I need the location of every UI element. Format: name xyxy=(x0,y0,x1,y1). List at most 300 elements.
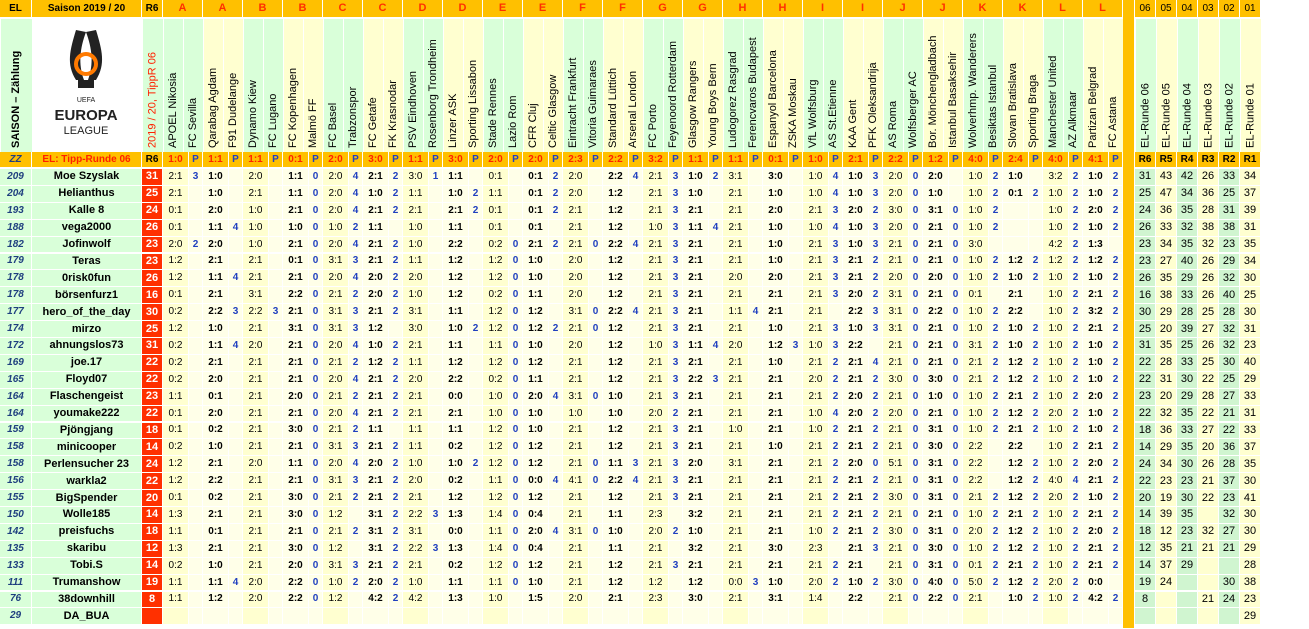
player-name-13: Flaschengeist xyxy=(32,389,142,406)
tip-26-12 xyxy=(643,608,669,625)
pts-7-15 xyxy=(789,287,803,304)
pts-10-1: 4 xyxy=(229,338,243,355)
round-value-18-0: 22 xyxy=(1135,473,1156,490)
tip-7-6: 1:0 xyxy=(403,287,429,304)
pts-4-4: 4 xyxy=(349,237,363,254)
pts-25-8 xyxy=(509,592,523,609)
tip-14-15: 2:1 xyxy=(763,406,789,423)
tip-24-12: 1:2 xyxy=(643,575,669,592)
tip-6-3: 2:1 xyxy=(283,270,309,287)
tip-20-13: 3:2 xyxy=(683,507,709,524)
pts-16-23: 2 xyxy=(1109,439,1123,456)
pts-22-15 xyxy=(789,541,803,558)
round-value-0-2: 42 xyxy=(1177,169,1198,186)
pts-23-8: 0 xyxy=(509,558,523,575)
round-value-22-2: 21 xyxy=(1177,541,1198,558)
tip-2-2: 1:0 xyxy=(243,203,269,220)
tip-12-20: 2:1 xyxy=(963,372,989,389)
tip-9-7: 1:0 xyxy=(443,321,469,338)
pts-12-8: 0 xyxy=(509,372,523,389)
tip-10-2: 2:0 xyxy=(243,338,269,355)
player-name-15: Pjöngjang xyxy=(32,423,142,440)
pts-25-18: 0 xyxy=(909,592,923,609)
tip-16-18: 2:1 xyxy=(883,439,909,456)
tip-10-13: 1:1 xyxy=(683,338,709,355)
tip-5-0: 1:2 xyxy=(163,254,189,271)
tip-22-3: 3:0 xyxy=(283,541,309,558)
tip-25-11: 2:1 xyxy=(603,592,629,609)
pts-26-14 xyxy=(749,608,763,625)
pts-13-15 xyxy=(789,389,803,406)
pts-15-15 xyxy=(789,423,803,440)
round-value-23-3 xyxy=(1198,558,1219,575)
pts-8-9 xyxy=(549,304,563,321)
match-result-4: 2:0 xyxy=(323,152,349,168)
tip-0-0: 2:1 xyxy=(163,169,189,186)
pts-10-21: 2 xyxy=(1029,338,1043,355)
tip-23-15: 2:1 xyxy=(763,558,789,575)
tip-11-0: 0:2 xyxy=(163,355,189,372)
tip-7-5: 2:0 xyxy=(363,287,389,304)
round-value-23-0: 14 xyxy=(1135,558,1156,575)
round-value-5-4: 29 xyxy=(1219,254,1240,271)
pts-13-4: 2 xyxy=(349,389,363,406)
pts-0-22: 2 xyxy=(1069,169,1083,186)
tip-8-21: 2:2 xyxy=(1003,304,1029,321)
tip-14-21: 1:2 xyxy=(1003,406,1029,423)
tip-8-9: 1:2 xyxy=(523,304,549,321)
pts-21-4: 2 xyxy=(349,524,363,541)
pts-8-20: 2 xyxy=(989,304,1003,321)
pts-24-5: 2 xyxy=(389,575,403,592)
tip-24-4: 1:0 xyxy=(323,575,349,592)
pts-2-11 xyxy=(629,203,643,220)
pts-12-17: 2 xyxy=(869,372,883,389)
pts-7-12: 3 xyxy=(669,287,683,304)
tip-9-21: 1:0 xyxy=(1003,321,1029,338)
tip-0-22: 3:2 xyxy=(1043,169,1069,186)
pts-1-23: 2 xyxy=(1109,186,1123,203)
team-home-13: Glasgow Rangers xyxy=(683,18,703,152)
pts-14-6 xyxy=(429,406,443,423)
tip-15-1: 0:2 xyxy=(203,423,229,440)
tip-11-11: 1:2 xyxy=(603,355,629,372)
tip-13-16: 2:1 xyxy=(803,389,829,406)
tip-19-10: 2:1 xyxy=(563,490,589,507)
round-col-04: R4 xyxy=(1177,152,1198,168)
pts-16-9 xyxy=(549,439,563,456)
tip-26-22 xyxy=(1043,608,1069,625)
team-away-11: Arsenal London xyxy=(623,18,643,152)
tip-23-8: 1:2 xyxy=(483,558,509,575)
tip-22-10: 2:1 xyxy=(563,541,589,558)
tip-15-18: 2:1 xyxy=(883,423,909,440)
pts-3-9 xyxy=(549,220,563,237)
tip-22-17: 2:1 xyxy=(843,541,869,558)
tip-20-19: 2:1 xyxy=(923,507,949,524)
pts-12-3: 0 xyxy=(309,372,323,389)
pts-21-8: 0 xyxy=(509,524,523,541)
tip-3-15: 1:0 xyxy=(763,220,789,237)
tip-8-6: 3:1 xyxy=(403,304,429,321)
team-home-22: Manchester United xyxy=(1043,18,1063,152)
tip-1-7: 1:0 xyxy=(443,186,469,203)
player-name-16: minicooper xyxy=(32,439,142,456)
points-header-23: P xyxy=(1109,152,1123,168)
tip-1-4: 2:0 xyxy=(323,186,349,203)
row-zz-24: 111 xyxy=(0,575,32,592)
tip-21-4: 2:1 xyxy=(323,524,349,541)
tip-2-16: 2:1 xyxy=(803,203,829,220)
tip-11-2: 2:1 xyxy=(243,355,269,372)
pts-11-2 xyxy=(269,355,283,372)
pts-5-21: 2 xyxy=(1029,254,1043,271)
tip-21-12: 2:0 xyxy=(643,524,669,541)
pts-9-21: 2 xyxy=(1029,321,1043,338)
tip-24-3: 2:2 xyxy=(283,575,309,592)
pts-1-15 xyxy=(789,186,803,203)
round-value-5-5: 34 xyxy=(1240,254,1261,271)
pts-7-23: 2 xyxy=(1109,287,1123,304)
pts-0-15 xyxy=(789,169,803,186)
pts-12-18: 0 xyxy=(909,372,923,389)
group-F-11: F xyxy=(603,0,643,18)
row-score-8: 30 xyxy=(142,304,163,321)
tip-6-5: 2:0 xyxy=(363,270,389,287)
round-value-16-4: 36 xyxy=(1219,439,1240,456)
pts-14-18: 0 xyxy=(909,406,923,423)
pts-18-0 xyxy=(189,473,203,490)
pts-18-20 xyxy=(989,473,1003,490)
tip-24-11: 1:2 xyxy=(603,575,629,592)
tip-8-22: 1:0 xyxy=(1043,304,1069,321)
pts-17-0 xyxy=(189,456,203,473)
round-value-20-3 xyxy=(1198,507,1219,524)
tip-7-12: 2:1 xyxy=(643,287,669,304)
match-result-5: 3:0 xyxy=(363,152,389,168)
tip-26-6 xyxy=(403,608,429,625)
pts-0-16: 4 xyxy=(829,169,843,186)
pts-17-7: 2 xyxy=(469,456,483,473)
pts-4-17: 3 xyxy=(869,237,883,254)
pts-9-19: 0 xyxy=(949,321,963,338)
pts-14-16: 4 xyxy=(829,406,843,423)
pts-8-14: 4 xyxy=(749,304,763,321)
pts-6-3: 0 xyxy=(309,270,323,287)
tip-1-0: 2:1 xyxy=(163,186,189,203)
pts-12-13: 3 xyxy=(709,372,723,389)
pts-10-12: 3 xyxy=(669,338,683,355)
team-away-13: Young Boys Bern xyxy=(703,18,723,152)
pts-4-19: 0 xyxy=(949,237,963,254)
player-name-12: Floyd07 xyxy=(32,372,142,389)
tip-26-14 xyxy=(723,608,749,625)
tip-23-19: 3:1 xyxy=(923,558,949,575)
pts-19-4: 2 xyxy=(349,490,363,507)
pts-1-19 xyxy=(949,186,963,203)
tip-4-4: 2:0 xyxy=(323,237,349,254)
tip-26-5 xyxy=(363,608,389,625)
pts-2-8 xyxy=(509,203,523,220)
team-away-7: Sporting Lissabon xyxy=(463,18,483,152)
round-value-13-3: 28 xyxy=(1198,389,1219,406)
pts-19-9 xyxy=(549,490,563,507)
tip-4-8: 0:2 xyxy=(483,237,509,254)
pts-9-18: 0 xyxy=(909,321,923,338)
round-value-5-1: 27 xyxy=(1156,254,1177,271)
tip-23-9: 1:2 xyxy=(523,558,549,575)
tip-12-9: 1:1 xyxy=(523,372,549,389)
pts-2-12: 3 xyxy=(669,203,683,220)
round-value-22-5: 29 xyxy=(1240,541,1261,558)
pts-7-18: 0 xyxy=(909,287,923,304)
tip-0-18: 2:0 xyxy=(883,169,909,186)
tip-18-4: 3:1 xyxy=(323,473,349,490)
pts-9-11 xyxy=(629,321,643,338)
tip-16-8: 1:2 xyxy=(483,439,509,456)
tip-0-19: 2:0 xyxy=(923,169,949,186)
pts-25-19: 0 xyxy=(949,592,963,609)
pts-0-5: 2 xyxy=(389,169,403,186)
pts-8-8: 0 xyxy=(509,304,523,321)
pts-3-14 xyxy=(749,220,763,237)
tip-9-17: 1:0 xyxy=(843,321,869,338)
tip-0-15: 3:0 xyxy=(763,169,789,186)
group-C-4: C xyxy=(323,0,363,18)
tip-13-11: 1:0 xyxy=(603,389,629,406)
tip-13-21: 2:1 xyxy=(1003,389,1029,406)
tip-5-17: 2:1 xyxy=(843,254,869,271)
row-score-17: 24 xyxy=(142,456,163,473)
round-value-17-0: 24 xyxy=(1135,456,1156,473)
pts-13-20: 2 xyxy=(989,389,1003,406)
player-name-8: hero_of_the_day xyxy=(32,304,142,321)
tip-26-18 xyxy=(883,608,909,625)
pts-16-5: 2 xyxy=(389,439,403,456)
tip-20-4: 1:2 xyxy=(323,507,349,524)
pts-16-2 xyxy=(269,439,283,456)
pts-1-5: 2 xyxy=(389,186,403,203)
pts-13-3: 0 xyxy=(309,389,323,406)
tip-6-17: 2:1 xyxy=(843,270,869,287)
pts-21-1 xyxy=(229,524,243,541)
tip-13-14: 2:1 xyxy=(723,389,749,406)
tip-14-8: 1:0 xyxy=(483,406,509,423)
tip-7-23: 2:1 xyxy=(1083,287,1109,304)
pts-0-6: 1 xyxy=(429,169,443,186)
pts-20-11 xyxy=(629,507,643,524)
tip-2-12: 2:1 xyxy=(643,203,669,220)
pts-17-15 xyxy=(789,456,803,473)
tip-7-13: 2:1 xyxy=(683,287,709,304)
pts-21-22: 2 xyxy=(1069,524,1083,541)
team-away-10: Vitoria Guimaraes xyxy=(583,18,603,152)
pts-13-1 xyxy=(229,389,243,406)
team-away-23: FC Astana xyxy=(1103,18,1123,152)
round-value-25-4: 24 xyxy=(1219,592,1240,609)
team-home-23: Partizan Belgrad xyxy=(1083,18,1103,152)
round-value-6-5: 30 xyxy=(1240,270,1261,287)
pts-21-7 xyxy=(469,524,483,541)
tip-1-15: 1:0 xyxy=(763,186,789,203)
tip-4-6: 1:0 xyxy=(403,237,429,254)
pts-2-9: 2 xyxy=(549,203,563,220)
pts-11-5: 2 xyxy=(389,355,403,372)
pts-17-6 xyxy=(429,456,443,473)
tip-11-5: 1:2 xyxy=(363,355,389,372)
round-value-3-0: 26 xyxy=(1135,220,1156,237)
tip-18-11: 2:2 xyxy=(603,473,629,490)
round-value-16-5: 37 xyxy=(1240,439,1261,456)
tip-24-21: 1:2 xyxy=(1003,575,1029,592)
pts-18-7 xyxy=(469,473,483,490)
pts-25-5: 2 xyxy=(389,592,403,609)
tip-5-4: 3:1 xyxy=(323,254,349,271)
pts-20-8: 0 xyxy=(509,507,523,524)
tip-21-21: 1:2 xyxy=(1003,524,1029,541)
pts-8-19: 0 xyxy=(949,304,963,321)
round-value-21-0: 18 xyxy=(1135,524,1156,541)
team-away-6: Rosenborg Trondheim xyxy=(423,18,443,152)
tip-8-0: 0:2 xyxy=(163,304,189,321)
pts-13-7 xyxy=(469,389,483,406)
pts-19-18: 0 xyxy=(909,490,923,507)
pts-17-4: 4 xyxy=(349,456,363,473)
tip-8-13: 2:1 xyxy=(683,304,709,321)
team-away-17: PFK Oleksandrija xyxy=(863,18,883,152)
round-value-18-5: 30 xyxy=(1240,473,1261,490)
pts-3-1: 4 xyxy=(229,220,243,237)
tip-2-15: 2:0 xyxy=(763,203,789,220)
pts-7-16: 3 xyxy=(829,287,843,304)
round-value-10-2: 25 xyxy=(1177,338,1198,355)
pts-22-8: 0 xyxy=(509,541,523,558)
pts-18-6 xyxy=(429,473,443,490)
match-result-20: 4:0 xyxy=(963,152,989,168)
tip-26-1 xyxy=(203,608,229,625)
pts-17-20 xyxy=(989,456,1003,473)
pts-23-20: 2 xyxy=(989,558,1003,575)
tip-6-7: 1:2 xyxy=(443,270,469,287)
tip-14-10: 1:0 xyxy=(563,406,589,423)
tip-7-16: 2:1 xyxy=(803,287,829,304)
pts-1-13 xyxy=(709,186,723,203)
tip-2-9: 0:1 xyxy=(523,203,549,220)
tip-1-20: 1:0 xyxy=(963,186,989,203)
pts-10-23: 2 xyxy=(1109,338,1123,355)
tip-1-23: 1:0 xyxy=(1083,186,1109,203)
round-value-5-2: 40 xyxy=(1177,254,1198,271)
pts-17-18: 0 xyxy=(909,456,923,473)
pts-22-7 xyxy=(469,541,483,558)
team-away-2: FC Lugano xyxy=(263,18,283,152)
round-value-26-5: 29 xyxy=(1240,608,1261,625)
round-value-15-3: 27 xyxy=(1198,423,1219,440)
tip-0-7: 1:1 xyxy=(443,169,469,186)
pts-19-2 xyxy=(269,490,283,507)
tip-14-22: 2:0 xyxy=(1043,406,1069,423)
tip-14-2: 2:1 xyxy=(243,406,269,423)
pts-6-1: 4 xyxy=(229,270,243,287)
match-result-6: 1:1 xyxy=(403,152,429,168)
tip-17-7: 1:0 xyxy=(443,456,469,473)
pts-22-2 xyxy=(269,541,283,558)
tip-23-16: 2:1 xyxy=(803,558,829,575)
pts-26-15 xyxy=(789,608,803,625)
pts-20-1 xyxy=(229,507,243,524)
tip-17-15: 2:1 xyxy=(763,456,789,473)
pts-21-19: 0 xyxy=(949,524,963,541)
tip-11-12: 2:1 xyxy=(643,355,669,372)
round-value-21-5: 30 xyxy=(1240,524,1261,541)
tip-10-9: 1:0 xyxy=(523,338,549,355)
round-value-1-4: 25 xyxy=(1219,186,1240,203)
pts-4-9: 2 xyxy=(549,237,563,254)
round-value-15-2: 33 xyxy=(1177,423,1198,440)
pts-1-4: 4 xyxy=(349,186,363,203)
tip-19-14: 2:1 xyxy=(723,490,749,507)
pts-1-7: 2 xyxy=(469,186,483,203)
tip-19-9: 1:2 xyxy=(523,490,549,507)
tip-6-2: 2:1 xyxy=(243,270,269,287)
pts-20-15 xyxy=(789,507,803,524)
pts-8-18: 0 xyxy=(909,304,923,321)
team-away-16: AS St.Etienne xyxy=(823,18,843,152)
pts-9-9: 2 xyxy=(549,321,563,338)
round-value-12-4: 25 xyxy=(1219,372,1240,389)
pts-16-19: 0 xyxy=(949,439,963,456)
tip-8-3: 2:1 xyxy=(283,304,309,321)
saison-count-label: SAISON – Zählung xyxy=(0,18,32,152)
round-value-1-1: 47 xyxy=(1156,186,1177,203)
tip-1-3: 1:1 xyxy=(283,186,309,203)
round-value-1-2: 34 xyxy=(1177,186,1198,203)
row-score-21: 18 xyxy=(142,524,163,541)
pts-20-21: 2 xyxy=(1029,507,1043,524)
tip-9-6: 3:0 xyxy=(403,321,429,338)
pts-6-12: 3 xyxy=(669,270,683,287)
tip-14-13: 2:1 xyxy=(683,406,709,423)
pts-25-23: 2 xyxy=(1109,592,1123,609)
points-header-13: P xyxy=(709,152,723,168)
pts-7-19: 0 xyxy=(949,287,963,304)
tip-6-18: 2:0 xyxy=(883,270,909,287)
tip-0-14: 3:1 xyxy=(723,169,749,186)
pts-5-15 xyxy=(789,254,803,271)
team-home-15: Espanyol Barcelona xyxy=(763,18,783,152)
pts-25-6 xyxy=(429,592,443,609)
tip-26-10 xyxy=(563,608,589,625)
tip-26-15 xyxy=(763,608,789,625)
pts-5-5: 2 xyxy=(389,254,403,271)
tip-5-21: 1:2 xyxy=(1003,254,1029,271)
pts-8-2: 3 xyxy=(269,304,283,321)
pts-22-18: 0 xyxy=(909,541,923,558)
tip-25-21: 1:0 xyxy=(1003,592,1029,609)
tip-10-15: 1:2 xyxy=(763,338,789,355)
row-score-16: 14 xyxy=(142,439,163,456)
pts-24-4: 2 xyxy=(349,575,363,592)
round-value-6-4: 32 xyxy=(1219,270,1240,287)
tip-14-17: 2:0 xyxy=(843,406,869,423)
tip-12-2: 2:1 xyxy=(243,372,269,389)
tip-1-6: 1:1 xyxy=(403,186,429,203)
pts-15-16: 2 xyxy=(829,423,843,440)
match-result-2: 1:1 xyxy=(243,152,269,168)
pts-10-7 xyxy=(469,338,483,355)
pts-17-14 xyxy=(749,456,763,473)
pts-8-4: 3 xyxy=(349,304,363,321)
